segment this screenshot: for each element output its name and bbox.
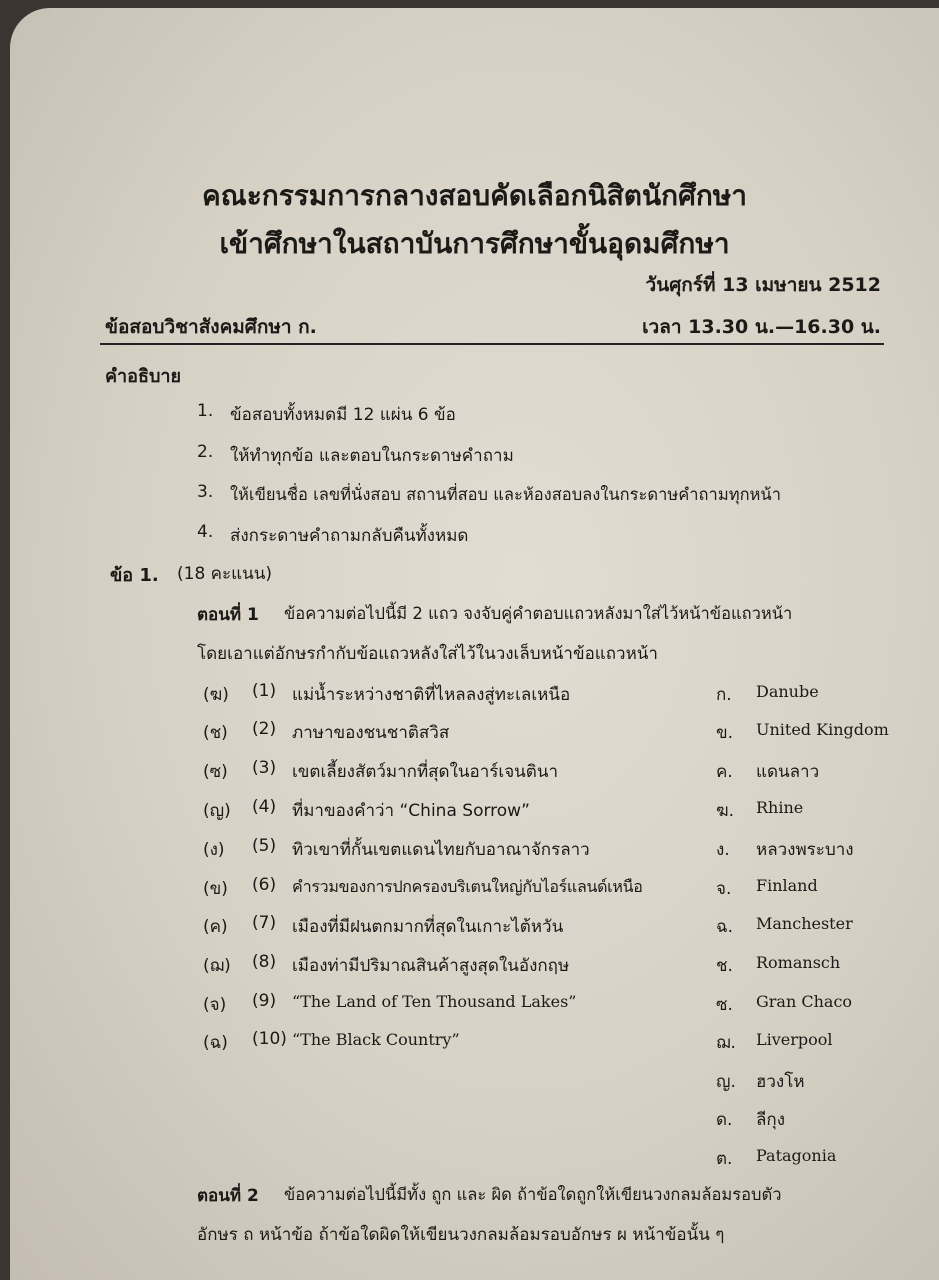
instruction-number: 4. bbox=[197, 522, 214, 542]
instruction-number: 2. bbox=[197, 442, 214, 462]
item-text: ภาษาของชนชาติสวิส bbox=[292, 723, 450, 743]
item-number: (8) bbox=[252, 952, 277, 972]
option-text: Danube bbox=[756, 682, 819, 701]
item-text: ทิวเขาที่กั้นเขตแดนไทยกับอาณาจักรลาว bbox=[292, 840, 590, 860]
exam-time: เวลา 13.30 น.—16.30 น. bbox=[642, 316, 881, 338]
option-letter: ก. bbox=[716, 685, 732, 705]
answer-letter: (ช) bbox=[203, 723, 228, 743]
question1-label: ข้อ 1. bbox=[110, 565, 159, 586]
option-letter: ฌ. bbox=[716, 1033, 736, 1053]
item-number: (5) bbox=[252, 836, 277, 856]
option-letter: ฆ. bbox=[716, 801, 735, 821]
item-number: (10) bbox=[252, 1029, 287, 1049]
part2-instruction: ข้อความต่อไปนี้มีทั้ง ถูก และ ผิด ถ้าข้อใดถูกให้เขียนวงกลมล้อมรอบตัว bbox=[284, 1185, 782, 1204]
answer-letter: (ค) bbox=[203, 917, 228, 937]
answer-letter: (ซ) bbox=[203, 762, 228, 782]
instruction-text: ส่งกระดาษคำถามกลับคืนทั้งหมด bbox=[230, 526, 469, 546]
exam-title-line1: คณะกรรมการกลางสอบคัดเลือกนิสิตนักศึกษา bbox=[202, 179, 747, 212]
option-text: Liverpool bbox=[756, 1030, 833, 1049]
option-text: Romansch bbox=[756, 953, 841, 972]
option-text: แดนลาว bbox=[756, 762, 820, 782]
option-text: Manchester bbox=[756, 914, 853, 933]
option-text: Patagonia bbox=[756, 1146, 837, 1165]
option-letter: ญ. bbox=[716, 1072, 736, 1092]
instruction-number: 1. bbox=[197, 401, 214, 421]
item-text: เขตเลี้ยงสัตว์มากที่สุดในอาร์เจนตินา bbox=[292, 762, 558, 782]
item-text: คำรวมของการปกครองบริเตนใหญ่กับไอร์แลนด์เหนือ bbox=[292, 877, 643, 896]
option-letter: ต. bbox=[716, 1149, 733, 1169]
item-number: (6) bbox=[252, 875, 277, 895]
option-text: Gran Chaco bbox=[756, 992, 853, 1011]
option-letter: ข. bbox=[716, 723, 734, 743]
exam-title-line2: เข้าศึกษาในสถาบันการศึกษาขั้นอุดมศึกษา bbox=[219, 227, 730, 260]
option-text: ลีกุง bbox=[756, 1110, 786, 1130]
option-letter: จ. bbox=[716, 879, 732, 899]
part1-instruction: โดยเอาแต่อักษรกำกับข้อแถวหลังใส่ไว้ในวงเล็บหน้าข้อแถวหน้า bbox=[197, 644, 658, 664]
item-number: (9) bbox=[252, 991, 277, 1011]
option-text: United Kingdom bbox=[756, 720, 889, 739]
part2-instruction: อักษร ถ หน้าข้อ ถ้าข้อใดผิดให้เขียนวงกลมล้อมรอบอักษร ผ หน้าข้อนั้น ๆ bbox=[197, 1225, 725, 1245]
instruction-number: 3. bbox=[197, 482, 214, 502]
item-text: เมืองท่ามีปริมาณสินค้าสูงสุดในอังกฤษ bbox=[292, 956, 570, 976]
item-text: “The Land of Ten Thousand Lakes” bbox=[292, 992, 577, 1011]
part1-label: ตอนที่ 1 bbox=[197, 605, 259, 625]
item-text: แม่น้ำระหว่างชาติที่ไหลลงสู่ทะเลเหนือ bbox=[292, 685, 571, 705]
option-letter: ง. bbox=[716, 840, 730, 860]
option-text: ฮวงโห bbox=[756, 1072, 805, 1092]
item-number: (4) bbox=[252, 797, 277, 817]
item-number: (1) bbox=[252, 681, 277, 701]
answer-letter: (ข) bbox=[203, 879, 228, 899]
answer-letter: (จ) bbox=[203, 995, 227, 1015]
option-letter: ช. bbox=[716, 956, 733, 976]
exam-date: วันศุกร์ที่ 13 เมษายน 2512 bbox=[645, 274, 881, 296]
part1-instruction: ข้อความต่อไปนี้มี 2 แถว จงจับคู่คำตอบแถวหลังมาใส่ไว้หน้าข้อแถวหน้า bbox=[284, 604, 793, 623]
exam-subject: ข้อสอบวิชาสังคมศึกษา ก. bbox=[105, 316, 317, 338]
exam-page bbox=[10, 8, 939, 1280]
item-text: เมืองที่มีฝนตกมากที่สุดในเกาะไต้หวัน bbox=[292, 917, 564, 937]
instruction-text: ให้เขียนชื่อ เลขที่นั่งสอบ สถานที่สอบ และห้องสอบลงในกระดาษคำถามทุกหน้า bbox=[230, 485, 781, 504]
instruction-text: ให้ทำทุกข้อ และตอบในกระดาษคำถาม bbox=[230, 446, 514, 466]
option-text: Finland bbox=[756, 876, 818, 895]
item-text: “The Black Country” bbox=[292, 1030, 460, 1049]
question1-score: (18 คะแนน) bbox=[177, 564, 273, 584]
option-letter: ฉ. bbox=[716, 917, 733, 937]
option-text: Rhine bbox=[756, 798, 804, 817]
item-number: (3) bbox=[252, 758, 277, 778]
answer-letter: (ฆ) bbox=[203, 685, 229, 705]
item-text: ที่มาของคำว่า “China Sorrow” bbox=[292, 801, 530, 821]
option-letter: ซ. bbox=[716, 995, 733, 1015]
item-number: (2) bbox=[252, 719, 277, 739]
header-divider bbox=[100, 343, 884, 345]
option-letter: ค. bbox=[716, 762, 733, 782]
instructions-heading: คำอธิบาย bbox=[105, 366, 182, 387]
option-text: หลวงพระบาง bbox=[756, 840, 854, 860]
answer-letter: (ญ) bbox=[203, 801, 231, 821]
instruction-text: ข้อสอบทั้งหมดมี 12 แผ่น 6 ข้อ bbox=[230, 405, 456, 425]
item-number: (7) bbox=[252, 913, 277, 933]
answer-letter: (ฌ) bbox=[203, 956, 231, 976]
answer-letter: (ง) bbox=[203, 840, 225, 860]
option-letter: ด. bbox=[716, 1110, 733, 1130]
part2-label: ตอนที่ 2 bbox=[197, 1186, 259, 1206]
answer-letter: (ฉ) bbox=[203, 1033, 228, 1053]
